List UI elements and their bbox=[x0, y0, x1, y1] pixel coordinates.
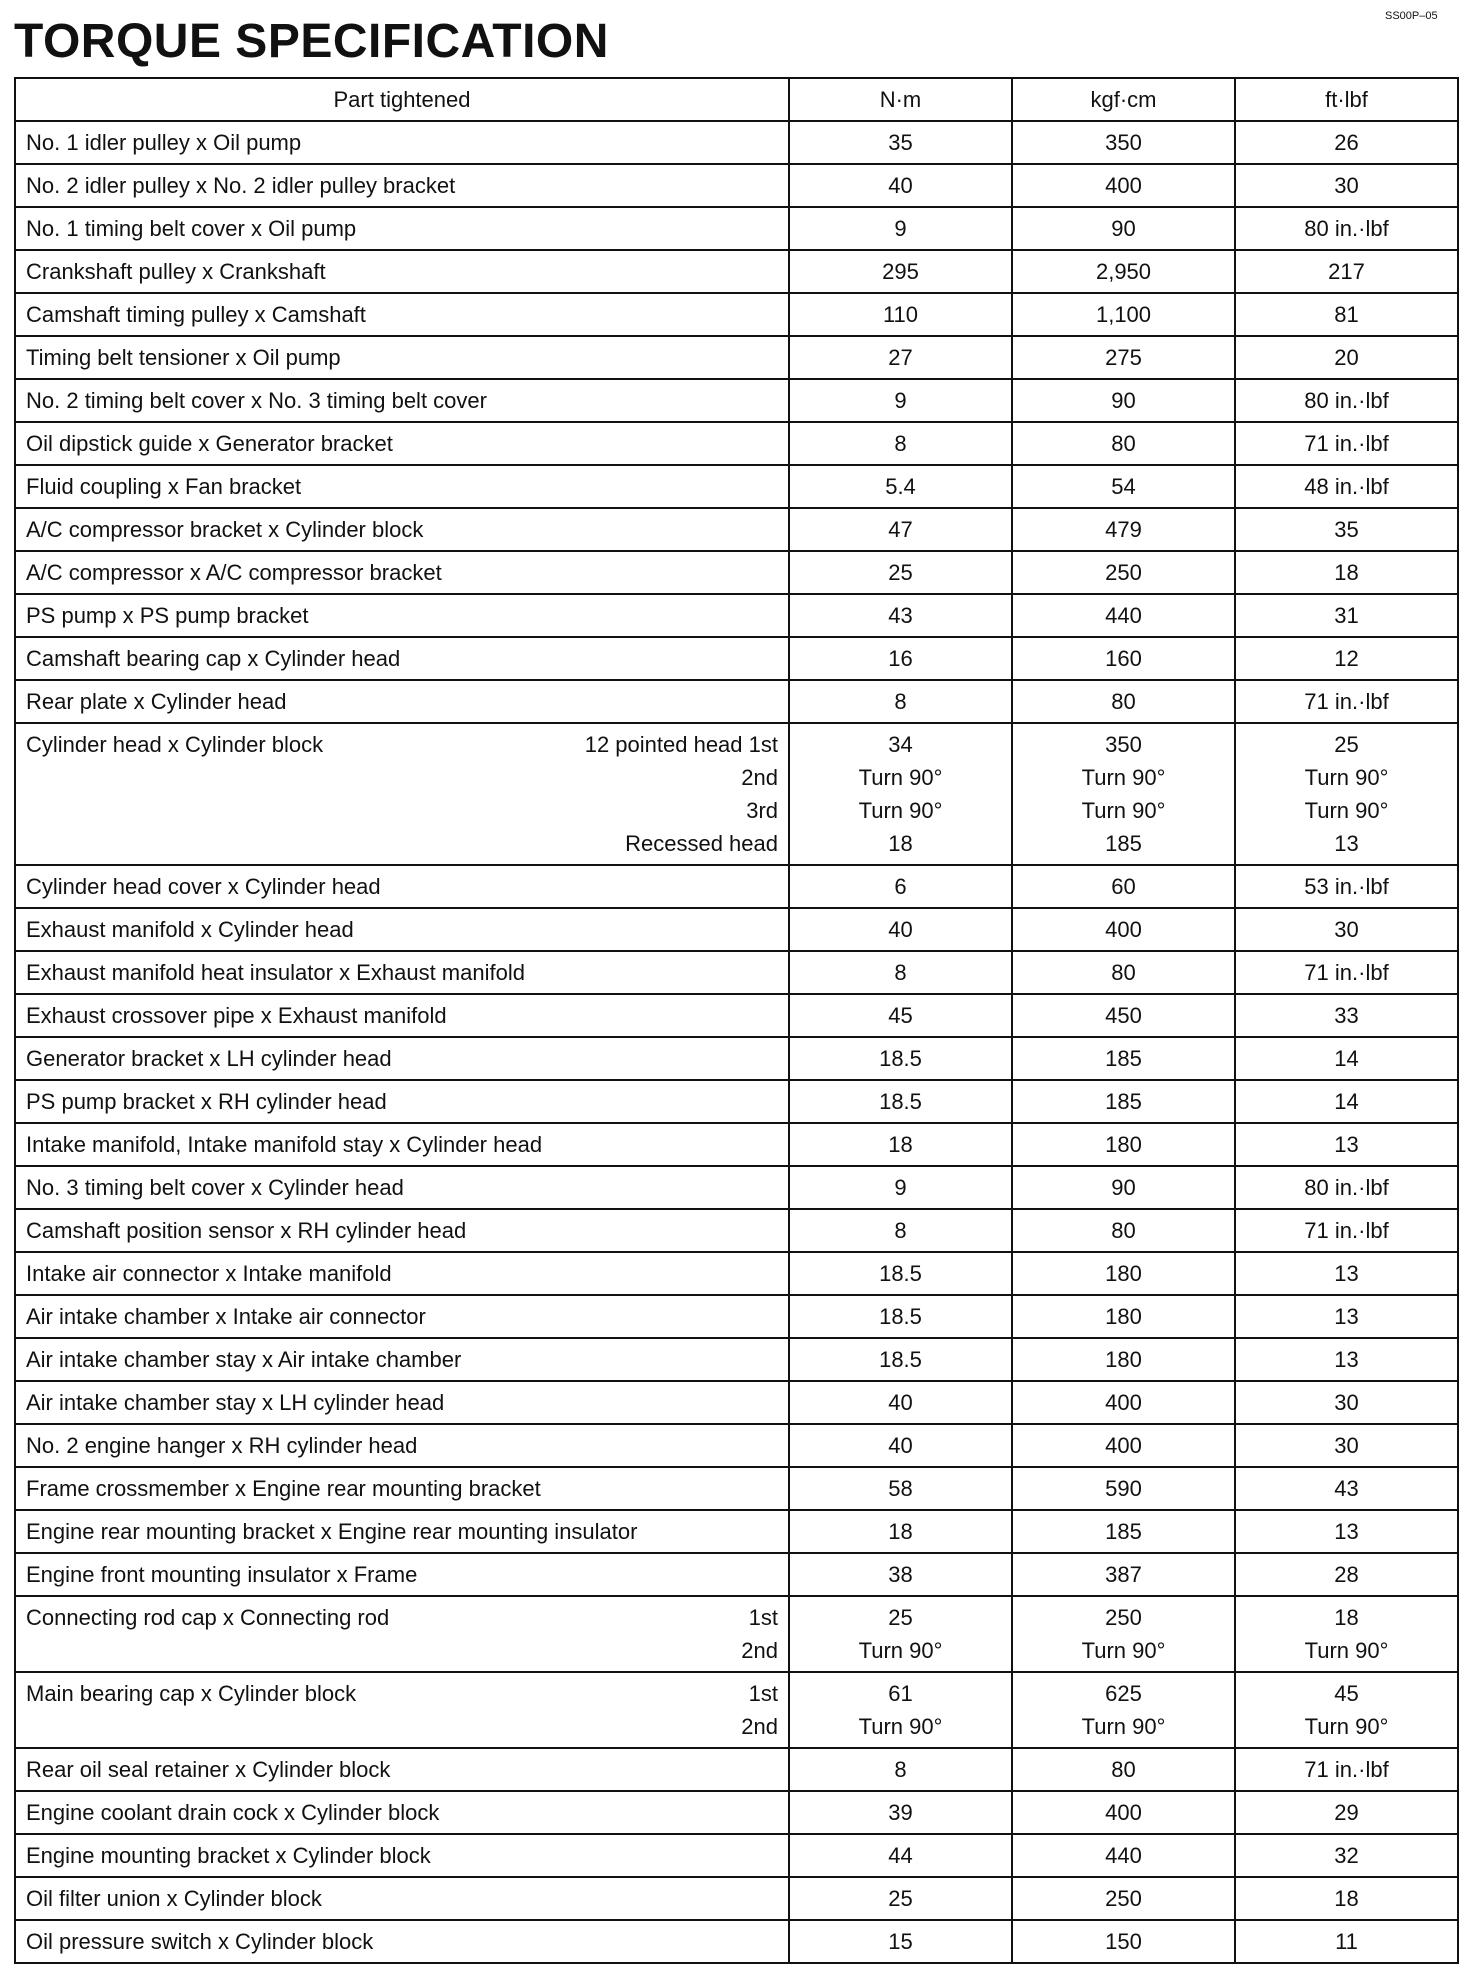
ft-lbf-cell: 217 bbox=[1235, 250, 1458, 293]
torque-spec-table bbox=[14, 77, 1459, 1964]
kgf-cm-cell: 450 bbox=[1012, 994, 1235, 1037]
ft-lbf-cell bbox=[1235, 723, 1458, 865]
kgf-cm-cell: 180 bbox=[1012, 1123, 1235, 1166]
nm-cell bbox=[789, 1596, 1012, 1672]
part-name: Cylinder head x Cylinder block bbox=[26, 732, 324, 757]
nm-cell: 8 bbox=[789, 680, 1012, 723]
nm-cell: 8 bbox=[789, 1748, 1012, 1791]
kgf-cm-cell: 440 bbox=[1012, 594, 1235, 637]
kgf-cm-cell: 90 bbox=[1012, 379, 1235, 422]
kgf-cm-value: Turn 90° bbox=[1081, 765, 1166, 790]
step-labels bbox=[741, 1677, 778, 1743]
part-cell: Camshaft bearing cap x Cylinder head bbox=[15, 637, 789, 680]
part-cell: Engine front mounting insulator x Frame bbox=[15, 1553, 789, 1596]
nm-cell: 25 bbox=[789, 551, 1012, 594]
ft-lbf-cell: 31 bbox=[1235, 594, 1458, 637]
ft-lbf-cell: 43 bbox=[1235, 1467, 1458, 1510]
table-row bbox=[15, 637, 1458, 680]
table-row bbox=[15, 379, 1458, 422]
table-row bbox=[15, 1209, 1458, 1252]
part-cell: Timing belt tensioner x Oil pump bbox=[15, 336, 789, 379]
part-cell: Exhaust crossover pipe x Exhaust manifold bbox=[15, 994, 789, 1037]
table-row bbox=[15, 908, 1458, 951]
part-name: Connecting rod cap x Connecting rod bbox=[26, 1605, 390, 1630]
kgf-cm-cell: 479 bbox=[1012, 508, 1235, 551]
table-row bbox=[15, 250, 1458, 293]
nm-cell: 18.5 bbox=[789, 1295, 1012, 1338]
ft-lbf-cell: 11 bbox=[1235, 1920, 1458, 1963]
kgf-cm-cell: 2,950 bbox=[1012, 250, 1235, 293]
nm-cell: 18 bbox=[789, 1123, 1012, 1166]
kgf-cm-cell: 400 bbox=[1012, 164, 1235, 207]
kgf-cm-cell: 160 bbox=[1012, 637, 1235, 680]
part-cell: No. 3 timing belt cover x Cylinder head bbox=[15, 1166, 789, 1209]
nm-cell: 18 bbox=[789, 1510, 1012, 1553]
part-cell: Camshaft position sensor x RH cylinder head bbox=[15, 1209, 789, 1252]
nm-cell: 6 bbox=[789, 865, 1012, 908]
part-cell: Generator bracket x LH cylinder head bbox=[15, 1037, 789, 1080]
ft-lbf-value: Turn 90° bbox=[1304, 1714, 1389, 1739]
nm-value: 18 bbox=[888, 831, 913, 856]
kgf-cm-value: 250 bbox=[1105, 1605, 1142, 1630]
kgf-cm-cell: 440 bbox=[1012, 1834, 1235, 1877]
table-row bbox=[15, 1467, 1458, 1510]
ft-lbf-cell: 71 in.·lbf bbox=[1235, 680, 1458, 723]
table-row bbox=[15, 994, 1458, 1037]
nm-cell: 25 bbox=[789, 1877, 1012, 1920]
table-row bbox=[15, 508, 1458, 551]
table-row bbox=[15, 465, 1458, 508]
part-cell bbox=[15, 1672, 789, 1748]
nm-cell: 43 bbox=[789, 594, 1012, 637]
kgf-cm-cell: 275 bbox=[1012, 336, 1235, 379]
kgf-cm-cell bbox=[1012, 1672, 1235, 1748]
kgf-cm-cell: 180 bbox=[1012, 1295, 1235, 1338]
ft-lbf-cell: 81 bbox=[1235, 293, 1458, 336]
kgf-cm-cell: 250 bbox=[1012, 551, 1235, 594]
table-row bbox=[15, 680, 1458, 723]
ft-lbf-cell: 13 bbox=[1235, 1295, 1458, 1338]
kgf-cm-cell: 1,100 bbox=[1012, 293, 1235, 336]
kgf-cm-cell: 180 bbox=[1012, 1338, 1235, 1381]
part-cell: Rear plate x Cylinder head bbox=[15, 680, 789, 723]
nm-cell: 58 bbox=[789, 1467, 1012, 1510]
kgf-cm-cell: 60 bbox=[1012, 865, 1235, 908]
part-cell: Engine coolant drain cock x Cylinder block bbox=[15, 1791, 789, 1834]
ft-lbf-cell: 14 bbox=[1235, 1037, 1458, 1080]
nm-cell: 9 bbox=[789, 207, 1012, 250]
table-row bbox=[15, 293, 1458, 336]
ft-lbf-cell: 20 bbox=[1235, 336, 1458, 379]
kgf-cm-cell bbox=[1012, 723, 1235, 865]
step-labels bbox=[741, 1601, 778, 1667]
table-row bbox=[15, 1748, 1458, 1791]
part-cell: No. 1 timing belt cover x Oil pump bbox=[15, 207, 789, 250]
kgf-cm-cell: 80 bbox=[1012, 1209, 1235, 1252]
nm-cell: 295 bbox=[789, 250, 1012, 293]
ft-lbf-value: 13 bbox=[1334, 831, 1359, 856]
table-row bbox=[15, 1877, 1458, 1920]
part-cell: Air intake chamber stay x LH cylinder head bbox=[15, 1381, 789, 1424]
step-label: 12 pointed head 1st bbox=[584, 732, 778, 757]
part-cell: No. 2 engine hanger x RH cylinder head bbox=[15, 1424, 789, 1467]
part-cell: Intake manifold, Intake manifold stay x Cylinder head bbox=[15, 1123, 789, 1166]
nm-cell: 40 bbox=[789, 1424, 1012, 1467]
table-row bbox=[15, 951, 1458, 994]
ft-lbf-cell: 30 bbox=[1235, 1381, 1458, 1424]
table-row bbox=[15, 1553, 1458, 1596]
nm-cell: 45 bbox=[789, 994, 1012, 1037]
step-label: 2nd bbox=[741, 1638, 778, 1663]
nm-cell: 40 bbox=[789, 164, 1012, 207]
ft-lbf-cell: 29 bbox=[1235, 1791, 1458, 1834]
kgf-cm-cell: 185 bbox=[1012, 1080, 1235, 1123]
table-row bbox=[15, 164, 1458, 207]
kgf-cm-cell: 185 bbox=[1012, 1037, 1235, 1080]
nm-cell: 27 bbox=[789, 336, 1012, 379]
step-label: 1st bbox=[748, 1605, 778, 1630]
ft-lbf-cell: 13 bbox=[1235, 1338, 1458, 1381]
document-code: SS00P–05 bbox=[1385, 10, 1438, 22]
kgf-cm-cell: 387 bbox=[1012, 1553, 1235, 1596]
kgf-cm-value: 185 bbox=[1105, 831, 1142, 856]
nm-cell: 39 bbox=[789, 1791, 1012, 1834]
ft-lbf-cell: 30 bbox=[1235, 164, 1458, 207]
nm-value: Turn 90° bbox=[858, 798, 943, 823]
nm-cell: 18.5 bbox=[789, 1037, 1012, 1080]
kgf-cm-value: Turn 90° bbox=[1081, 798, 1166, 823]
kgf-cm-cell: 400 bbox=[1012, 1381, 1235, 1424]
connecting-rod-multistep-row bbox=[15, 1596, 1458, 1672]
kgf-cm-cell: 80 bbox=[1012, 422, 1235, 465]
table-row bbox=[15, 1920, 1458, 1963]
ft-lbf-value: 25 bbox=[1334, 732, 1359, 757]
header-part-tightened: Part tightened bbox=[15, 78, 789, 121]
ft-lbf-cell: 14 bbox=[1235, 1080, 1458, 1123]
ft-lbf-value: 45 bbox=[1334, 1681, 1359, 1706]
part-cell bbox=[15, 1596, 789, 1672]
nm-cell: 8 bbox=[789, 951, 1012, 994]
part-cell: Engine rear mounting bracket x Engine rear mounting insulator bbox=[15, 1510, 789, 1553]
main-bearing-multistep-row bbox=[15, 1672, 1458, 1748]
nm-value: 25 bbox=[888, 1605, 913, 1630]
step-labels bbox=[585, 728, 778, 860]
ft-lbf-cell: 32 bbox=[1235, 1834, 1458, 1877]
table-body bbox=[15, 121, 1458, 1963]
nm-value: Turn 90° bbox=[858, 1714, 943, 1739]
ft-lbf-cell: 18 bbox=[1235, 1877, 1458, 1920]
part-cell: Exhaust manifold x Cylinder head bbox=[15, 908, 789, 951]
part-cell: Exhaust manifold heat insulator x Exhaust manifold bbox=[15, 951, 789, 994]
part-name: Main bearing cap x Cylinder block bbox=[26, 1681, 357, 1706]
ft-lbf-cell: 13 bbox=[1235, 1510, 1458, 1553]
step-label: 2nd bbox=[741, 1714, 778, 1739]
nm-cell: 9 bbox=[789, 379, 1012, 422]
table-row bbox=[15, 1791, 1458, 1834]
part-cell: Air intake chamber stay x Air intake chamber bbox=[15, 1338, 789, 1381]
part-cell: Frame crossmember x Engine rear mounting bracket bbox=[15, 1467, 789, 1510]
ft-lbf-cell: 35 bbox=[1235, 508, 1458, 551]
ft-lbf-value: Turn 90° bbox=[1304, 1638, 1389, 1663]
header-ft-lbf: ft·lbf bbox=[1235, 78, 1458, 121]
ft-lbf-cell: 71 in.·lbf bbox=[1235, 951, 1458, 994]
ft-lbf-cell: 71 in.·lbf bbox=[1235, 1209, 1458, 1252]
ft-lbf-cell: 80 in.·lbf bbox=[1235, 379, 1458, 422]
part-cell: Crankshaft pulley x Crankshaft bbox=[15, 250, 789, 293]
kgf-cm-cell: 80 bbox=[1012, 951, 1235, 994]
nm-cell: 18.5 bbox=[789, 1338, 1012, 1381]
ft-lbf-cell: 71 in.·lbf bbox=[1235, 1748, 1458, 1791]
ft-lbf-cell: 12 bbox=[1235, 637, 1458, 680]
table-row bbox=[15, 1123, 1458, 1166]
ft-lbf-cell: 26 bbox=[1235, 121, 1458, 164]
ft-lbf-cell: 80 in.·lbf bbox=[1235, 1166, 1458, 1209]
part-cell: Rear oil seal retainer x Cylinder block bbox=[15, 1748, 789, 1791]
ft-lbf-cell: 48 in.·lbf bbox=[1235, 465, 1458, 508]
table-row bbox=[15, 121, 1458, 164]
ft-lbf-cell: 53 in.·lbf bbox=[1235, 865, 1458, 908]
nm-value: Turn 90° bbox=[858, 765, 943, 790]
ft-lbf-value: Turn 90° bbox=[1304, 765, 1389, 790]
kgf-cm-cell: 54 bbox=[1012, 465, 1235, 508]
part-cell: A/C compressor bracket x Cylinder block bbox=[15, 508, 789, 551]
kgf-cm-cell: 90 bbox=[1012, 207, 1235, 250]
kgf-cm-cell bbox=[1012, 1596, 1235, 1672]
nm-cell: 110 bbox=[789, 293, 1012, 336]
part-cell: Fluid coupling x Fan bracket bbox=[15, 465, 789, 508]
ft-lbf-cell bbox=[1235, 1672, 1458, 1748]
nm-cell: 40 bbox=[789, 908, 1012, 951]
kgf-cm-cell: 400 bbox=[1012, 1791, 1235, 1834]
kgf-cm-cell: 400 bbox=[1012, 1424, 1235, 1467]
nm-cell: 18.5 bbox=[789, 1080, 1012, 1123]
kgf-cm-cell: 90 bbox=[1012, 1166, 1235, 1209]
ft-lbf-cell: 30 bbox=[1235, 908, 1458, 951]
table-row bbox=[15, 422, 1458, 465]
ft-lbf-cell: 71 in.·lbf bbox=[1235, 422, 1458, 465]
ft-lbf-cell: 28 bbox=[1235, 1553, 1458, 1596]
nm-cell: 40 bbox=[789, 1381, 1012, 1424]
table-row bbox=[15, 1037, 1458, 1080]
table-row bbox=[15, 1080, 1458, 1123]
table-row bbox=[15, 551, 1458, 594]
nm-cell: 15 bbox=[789, 1920, 1012, 1963]
nm-value: 34 bbox=[888, 732, 913, 757]
part-cell: Camshaft timing pulley x Camshaft bbox=[15, 293, 789, 336]
kgf-cm-value: 350 bbox=[1105, 732, 1142, 757]
part-cell: PS pump x PS pump bracket bbox=[15, 594, 789, 637]
part-cell: Oil filter union x Cylinder block bbox=[15, 1877, 789, 1920]
part-cell: Intake air connector x Intake manifold bbox=[15, 1252, 789, 1295]
part-cell: A/C compressor x A/C compressor bracket bbox=[15, 551, 789, 594]
table-row bbox=[15, 336, 1458, 379]
page-title: TORQUE SPECIFICATION bbox=[14, 15, 609, 68]
step-label: Recessed head bbox=[625, 831, 778, 856]
part-cell: No. 2 idler pulley x No. 2 idler pulley bracket bbox=[15, 164, 789, 207]
part-cell: Oil dipstick guide x Generator bracket bbox=[15, 422, 789, 465]
ft-lbf-cell: 13 bbox=[1235, 1252, 1458, 1295]
kgf-cm-cell: 250 bbox=[1012, 1877, 1235, 1920]
kgf-cm-cell: 400 bbox=[1012, 908, 1235, 951]
nm-cell: 16 bbox=[789, 637, 1012, 680]
part-cell: Air intake chamber x Intake air connector bbox=[15, 1295, 789, 1338]
nm-cell: 8 bbox=[789, 1209, 1012, 1252]
table-row bbox=[15, 1424, 1458, 1467]
part-cell bbox=[15, 723, 789, 865]
step-label: 3rd bbox=[746, 798, 778, 823]
step-label: 2nd bbox=[741, 765, 778, 790]
table-row bbox=[15, 1510, 1458, 1553]
header-kgf-cm: kgf·cm bbox=[1012, 78, 1235, 121]
nm-cell: 5.4 bbox=[789, 465, 1012, 508]
table-row bbox=[15, 594, 1458, 637]
nm-cell: 44 bbox=[789, 1834, 1012, 1877]
kgf-cm-cell: 180 bbox=[1012, 1252, 1235, 1295]
nm-cell: 38 bbox=[789, 1553, 1012, 1596]
kgf-cm-cell: 80 bbox=[1012, 680, 1235, 723]
nm-cell: 47 bbox=[789, 508, 1012, 551]
table-row bbox=[15, 1166, 1458, 1209]
table-row bbox=[15, 1834, 1458, 1877]
table-row bbox=[15, 1381, 1458, 1424]
kgf-cm-cell: 590 bbox=[1012, 1467, 1235, 1510]
table-row bbox=[15, 865, 1458, 908]
ft-lbf-cell: 13 bbox=[1235, 1123, 1458, 1166]
ft-lbf-value: Turn 90° bbox=[1304, 798, 1389, 823]
nm-cell: 8 bbox=[789, 422, 1012, 465]
part-cell: No. 2 timing belt cover x No. 3 timing belt cover bbox=[15, 379, 789, 422]
kgf-cm-value: Turn 90° bbox=[1081, 1714, 1166, 1739]
kgf-cm-value: Turn 90° bbox=[1081, 1638, 1166, 1663]
nm-cell bbox=[789, 1672, 1012, 1748]
nm-cell bbox=[789, 723, 1012, 865]
step-label: 1st bbox=[748, 1681, 778, 1706]
ft-lbf-cell: 80 in.·lbf bbox=[1235, 207, 1458, 250]
table-row bbox=[15, 1252, 1458, 1295]
kgf-cm-cell: 350 bbox=[1012, 121, 1235, 164]
table-header-row bbox=[15, 78, 1458, 121]
table-row bbox=[15, 1338, 1458, 1381]
cylinder-head-multistep-row bbox=[15, 723, 1458, 865]
kgf-cm-cell: 150 bbox=[1012, 1920, 1235, 1963]
nm-cell: 18.5 bbox=[789, 1252, 1012, 1295]
table-row bbox=[15, 1295, 1458, 1338]
kgf-cm-value: 625 bbox=[1105, 1681, 1142, 1706]
kgf-cm-cell: 80 bbox=[1012, 1748, 1235, 1791]
ft-lbf-cell bbox=[1235, 1596, 1458, 1672]
ft-lbf-value: 18 bbox=[1334, 1605, 1359, 1630]
header-nm: N·m bbox=[789, 78, 1012, 121]
part-cell: PS pump bracket x RH cylinder head bbox=[15, 1080, 789, 1123]
nm-cell: 9 bbox=[789, 1166, 1012, 1209]
kgf-cm-cell: 185 bbox=[1012, 1510, 1235, 1553]
nm-value: 61 bbox=[888, 1681, 913, 1706]
ft-lbf-cell: 33 bbox=[1235, 994, 1458, 1037]
part-cell: Oil pressure switch x Cylinder block bbox=[15, 1920, 789, 1963]
part-cell: No. 1 idler pulley x Oil pump bbox=[15, 121, 789, 164]
part-cell: Cylinder head cover x Cylinder head bbox=[15, 865, 789, 908]
ft-lbf-cell: 30 bbox=[1235, 1424, 1458, 1467]
nm-value: Turn 90° bbox=[858, 1638, 943, 1663]
ft-lbf-cell: 18 bbox=[1235, 551, 1458, 594]
part-cell: Engine mounting bracket x Cylinder block bbox=[15, 1834, 789, 1877]
nm-cell: 35 bbox=[789, 121, 1012, 164]
table-row bbox=[15, 207, 1458, 250]
